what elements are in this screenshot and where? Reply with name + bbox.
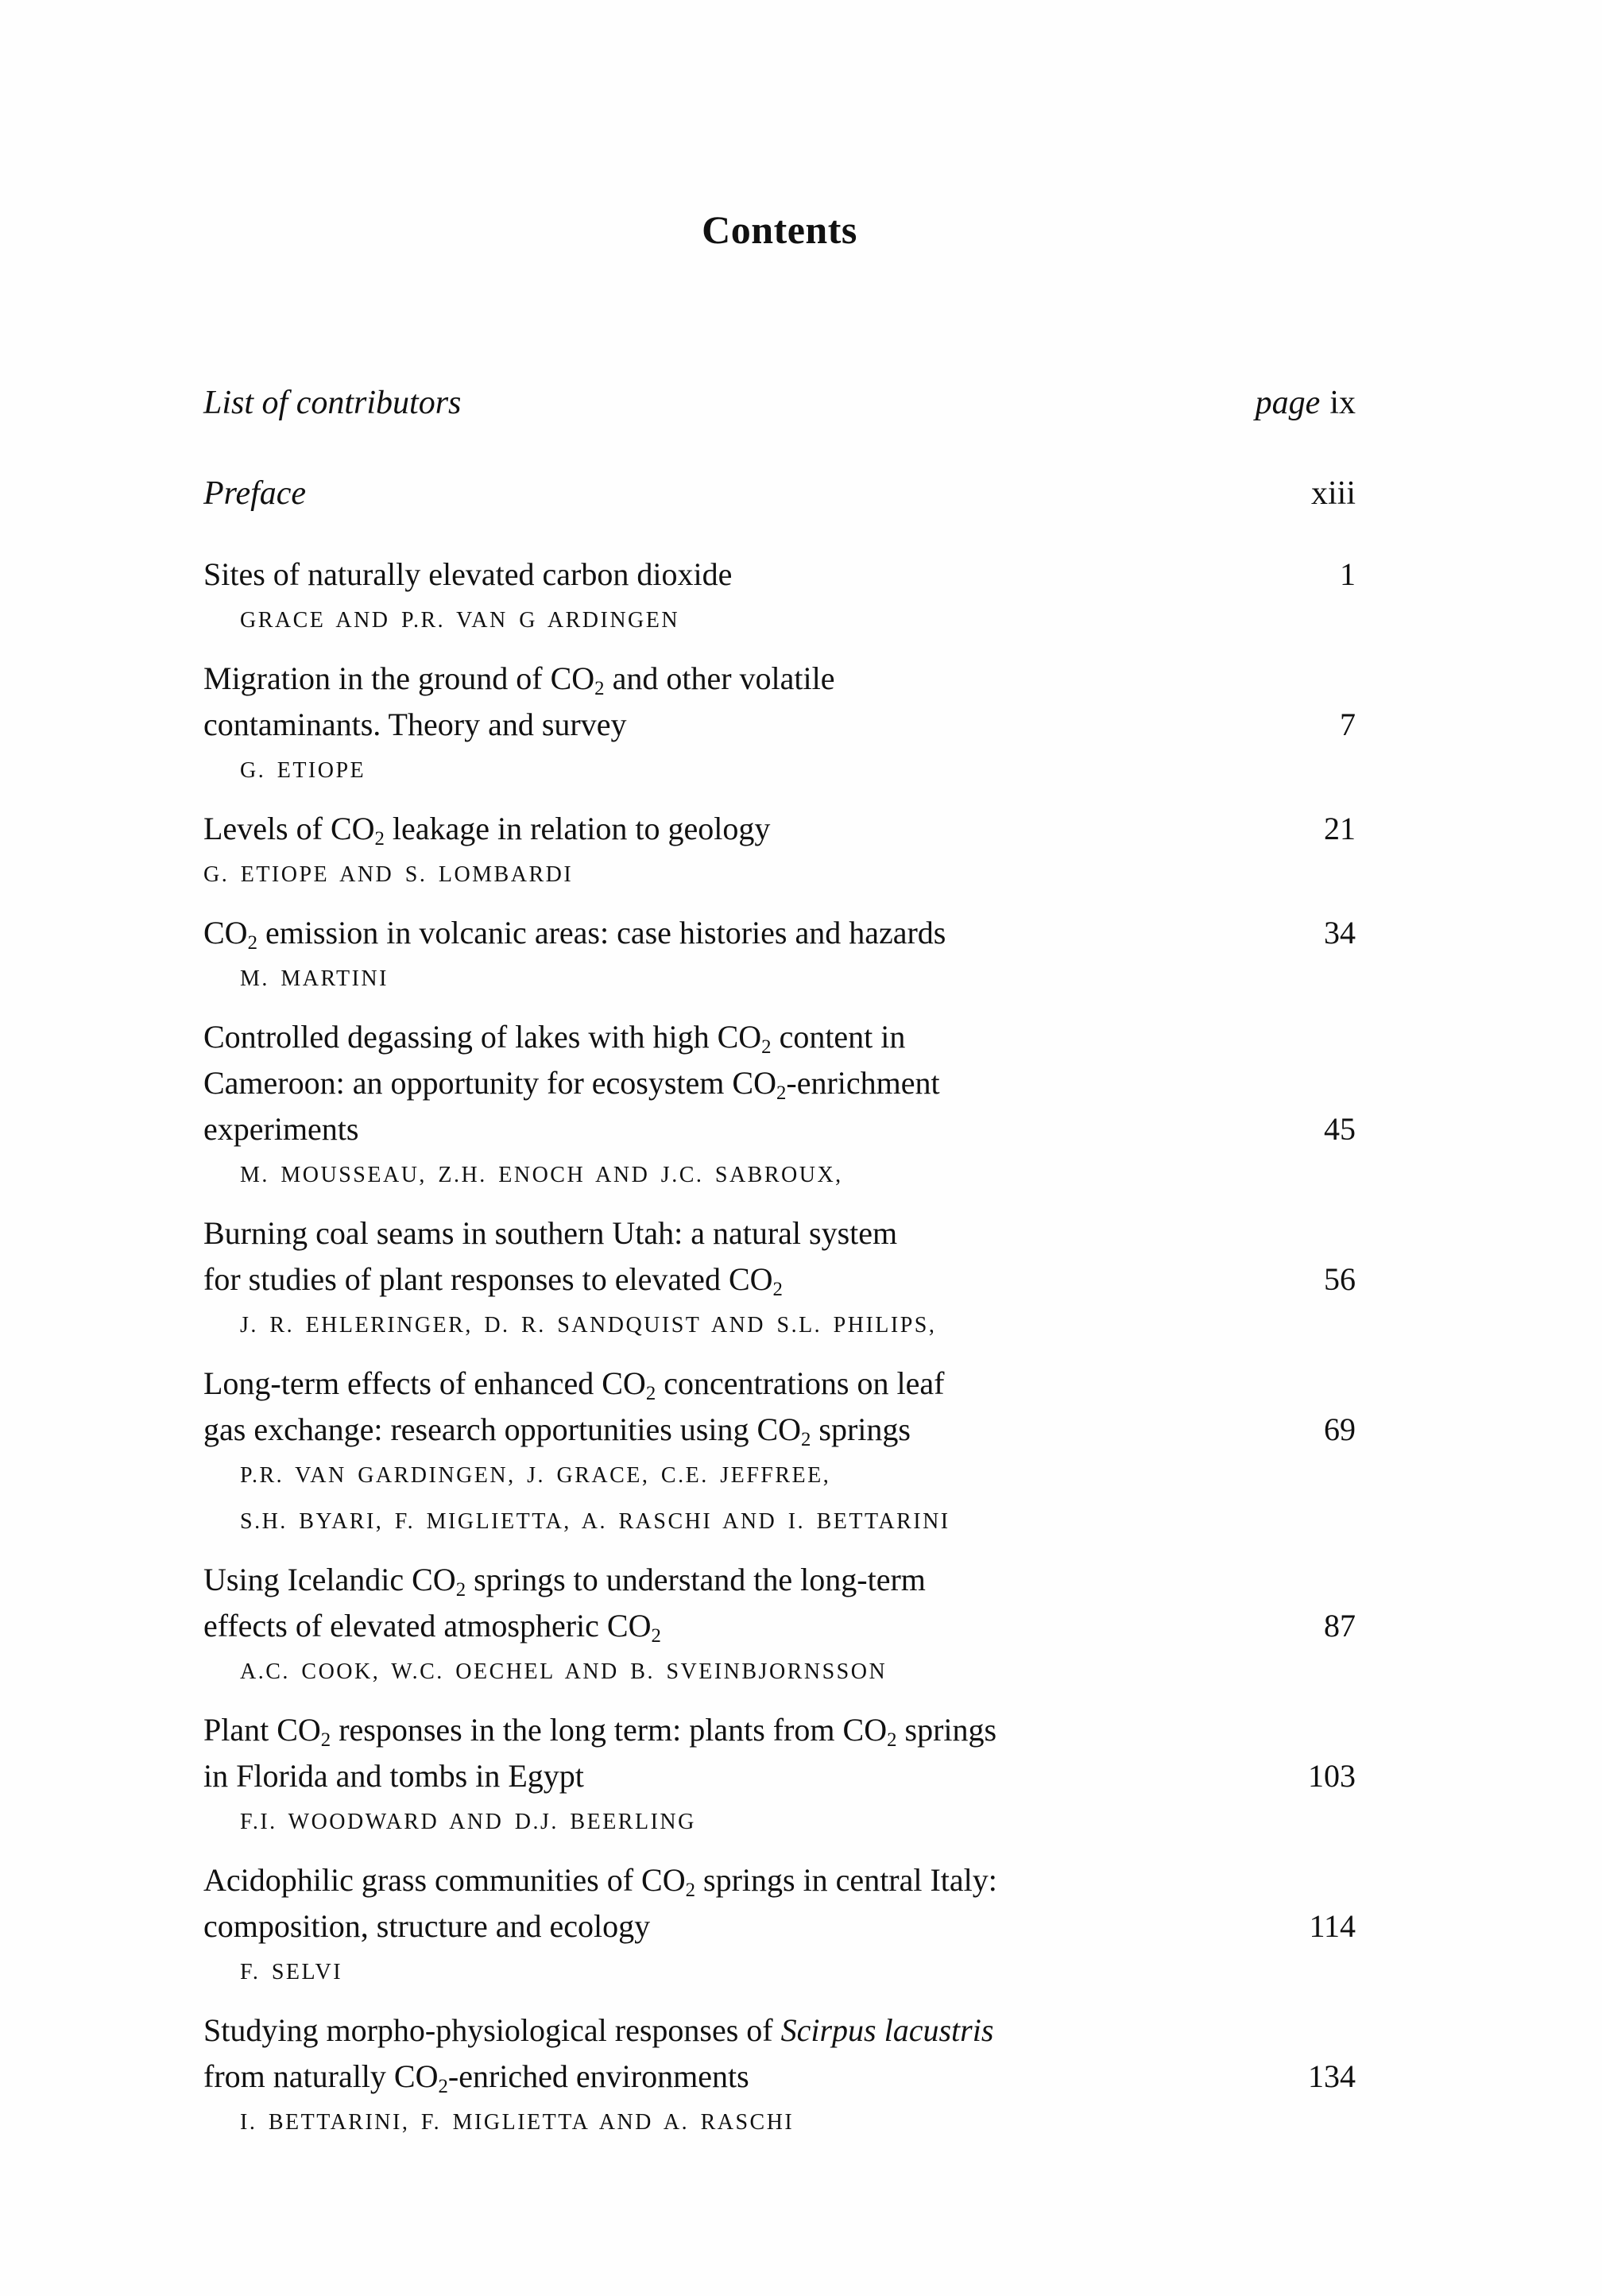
toc-author-line: G. ETIOPE bbox=[240, 758, 366, 783]
toc-entry-page-number: 34 bbox=[1324, 915, 1356, 951]
toc-entry-page-number: 45 bbox=[1324, 1111, 1356, 1147]
toc-entry-authors bbox=[240, 1649, 1356, 1695]
toc-entry bbox=[203, 1557, 1356, 1695]
toc-entry-authors bbox=[240, 1303, 1356, 1349]
subscript-digit: 2 bbox=[761, 1036, 772, 1058]
toc-entry-title-line bbox=[203, 1106, 940, 1152]
subscript-digit: 2 bbox=[645, 1382, 656, 1404]
toc-entry-title-line bbox=[203, 1256, 897, 1303]
toc-author-line: M. MOUSSEAU, Z.H. ENOCH AND J.C. SABROUX, bbox=[240, 1163, 843, 1187]
toc-entry-page-number: 7 bbox=[1340, 707, 1356, 742]
text-segment: Burning coal seams in southern Utah: a natural system bbox=[203, 1215, 898, 1251]
text-segment: gas exchange: research opportunities using CO bbox=[203, 1411, 802, 1447]
text-segment: Using Icelandic CO bbox=[203, 1562, 456, 1597]
toc-author-line: G. ETIOPE AND S. LOMBARDI bbox=[203, 862, 574, 887]
text-segment: Studying morpho-physiological responses of bbox=[203, 2012, 781, 2048]
subscript-digit: 2 bbox=[320, 1729, 331, 1751]
toc-content bbox=[203, 0, 1356, 2158]
toc-list bbox=[203, 552, 1356, 2146]
text-segment: and other volatile bbox=[604, 660, 835, 696]
toc-entry-title-line bbox=[203, 1707, 996, 1753]
subscript-digit: 2 bbox=[594, 677, 605, 699]
toc-entry-title-line bbox=[203, 1014, 940, 1060]
toc-entry-title-line bbox=[203, 2054, 993, 2100]
toc-entry-page-number: 87 bbox=[1324, 1608, 1356, 1644]
front-matter-page-ref bbox=[1311, 470, 1356, 517]
text-segment: -enrichment bbox=[786, 1065, 940, 1101]
text-segment: springs to understand the long-term bbox=[466, 1562, 926, 1597]
text-segment: springs bbox=[811, 1411, 911, 1447]
toc-entry-title bbox=[203, 910, 946, 956]
toc-entry-authors bbox=[240, 748, 1356, 794]
toc-entry-head bbox=[203, 552, 1356, 598]
text-segment: Migration in the ground of CO bbox=[203, 660, 595, 696]
toc-entry-title-line bbox=[203, 1603, 926, 1649]
toc-author-line: F. SELVI bbox=[240, 1960, 343, 1984]
toc-entry-title-line bbox=[203, 2008, 993, 2054]
toc-entry-page-number: 114 bbox=[1309, 1908, 1356, 1944]
toc-author-line: P.R. VAN GARDINGEN, J. GRACE, C.E. JEFFREE, bbox=[240, 1463, 831, 1488]
toc-entry-page-number: 56 bbox=[1324, 1261, 1356, 1297]
subscript-digit: 2 bbox=[247, 931, 257, 954]
toc-entry bbox=[203, 2008, 1356, 2146]
toc-entry-title-line bbox=[203, 1060, 940, 1106]
subscript-digit: 2 bbox=[801, 1428, 811, 1450]
front-matter-label: Preface bbox=[203, 475, 307, 512]
toc-entry-page-number: 21 bbox=[1324, 811, 1356, 846]
toc-entry-page-number: 103 bbox=[1308, 1758, 1356, 1794]
toc-entry bbox=[203, 1857, 1356, 1996]
toc-entry bbox=[203, 1014, 1356, 1198]
toc-entry-page-number: 69 bbox=[1324, 1411, 1356, 1447]
subscript-digit: 2 bbox=[772, 1278, 783, 1300]
toc-entry bbox=[203, 806, 1356, 898]
subscript-digit: 2 bbox=[685, 1879, 695, 1901]
italic-text: Scirpus lacustris bbox=[780, 2012, 994, 2048]
toc-entry-head bbox=[203, 1210, 1356, 1303]
toc-entry-title-line bbox=[203, 1753, 996, 1799]
toc-entry-title-line bbox=[203, 1361, 944, 1407]
front-matter-page-number: ix bbox=[1329, 385, 1356, 421]
subscript-digit: 2 bbox=[374, 827, 385, 850]
text-segment: in Florida and tombs in Egypt bbox=[203, 1758, 584, 1794]
text-segment: Levels of CO bbox=[203, 811, 375, 846]
toc-entry-title-line bbox=[203, 910, 946, 956]
text-segment: Acidophilic grass communities of CO bbox=[203, 1862, 686, 1898]
toc-entry-head bbox=[203, 1707, 1356, 1799]
toc-entry-title-line bbox=[203, 1857, 997, 1903]
front-matter-row-preface bbox=[203, 470, 1356, 517]
text-segment: Cameroon: an opportunity for ecosystem CO bbox=[203, 1065, 776, 1101]
toc-entry-head bbox=[203, 656, 1356, 748]
toc-entry-authors bbox=[240, 1799, 1356, 1845]
text-segment: concentrations on leaf bbox=[656, 1365, 945, 1401]
text-segment: springs in central Italy: bbox=[695, 1862, 997, 1898]
toc-entry-title-line bbox=[203, 1407, 944, 1453]
text-segment: effects of elevated atmospheric CO bbox=[203, 1608, 652, 1644]
text-segment: composition, structure and ecology bbox=[203, 1908, 651, 1944]
toc-entry-authors bbox=[240, 1453, 1356, 1545]
toc-author-line: GRACE AND P.R. VAN G ARDINGEN bbox=[240, 608, 680, 633]
page-word: page bbox=[1255, 385, 1321, 421]
toc-entry-page-number: 134 bbox=[1308, 2058, 1356, 2094]
text-segment: emission in volcanic areas: case histories and hazards bbox=[257, 915, 946, 951]
text-segment: responses in the long term: plants from CO bbox=[331, 1712, 888, 1748]
text-segment: contaminants. Theory and survey bbox=[203, 707, 627, 742]
toc-entry-authors bbox=[240, 2100, 1356, 2146]
toc-entry-head bbox=[203, 806, 1356, 852]
toc-entry-title bbox=[203, 806, 770, 852]
toc-entry-title-line bbox=[203, 806, 770, 852]
toc-entry-title-line bbox=[203, 1210, 897, 1256]
toc-entry-head bbox=[203, 2008, 1356, 2100]
toc-author-line: S.H. BYARI, F. MIGLIETTA, A. RASCHI AND I. BETTARINI bbox=[240, 1509, 950, 1534]
toc-entry bbox=[203, 552, 1356, 644]
subscript-digit: 2 bbox=[455, 1578, 466, 1601]
toc-author-line: M. MARTINI bbox=[240, 966, 389, 991]
toc-entry-title-line bbox=[203, 656, 834, 702]
front-matter-row-contributors bbox=[203, 380, 1356, 426]
toc-entry-title-line bbox=[203, 1903, 997, 1949]
text-segment: from naturally CO bbox=[203, 2058, 439, 2094]
front-matter-page-ref bbox=[1256, 380, 1356, 426]
text-segment: leakage in relation to geology bbox=[384, 811, 771, 846]
toc-entry-authors bbox=[203, 852, 1356, 898]
front-matter-list bbox=[203, 380, 1356, 517]
page-title: Contents bbox=[702, 207, 857, 252]
toc-entry-title bbox=[203, 1857, 997, 1949]
toc-entry bbox=[203, 1210, 1356, 1349]
text-segment: CO bbox=[203, 915, 248, 951]
toc-entry-authors bbox=[240, 598, 1356, 644]
text-segment: for studies of plant responses to elevated CO bbox=[203, 1261, 773, 1297]
toc-entry bbox=[203, 1707, 1356, 1845]
text-segment: Long-term effects of enhanced CO bbox=[203, 1365, 646, 1401]
toc-entry-title-line bbox=[203, 702, 834, 748]
toc-author-line: F.I. WOODWARD AND D.J. BEERLING bbox=[240, 1810, 696, 1834]
text-segment: content in bbox=[771, 1019, 906, 1055]
text-segment: Controlled degassing of lakes with high CO bbox=[203, 1019, 762, 1055]
toc-entry-head bbox=[203, 1557, 1356, 1649]
toc-author-line: A.C. COOK, W.C. OECHEL AND B. SVEINBJORNSSON bbox=[240, 1659, 888, 1684]
toc-entry-title-line bbox=[203, 1557, 926, 1603]
toc-entry bbox=[203, 1361, 1356, 1545]
toc-entry-head bbox=[203, 1857, 1356, 1949]
toc-entry-title bbox=[203, 1557, 926, 1649]
subscript-digit: 2 bbox=[651, 1624, 661, 1647]
toc-entry-title bbox=[203, 656, 834, 748]
text-segment: -enriched environments bbox=[447, 2058, 749, 2094]
subscript-digit: 2 bbox=[776, 1082, 787, 1104]
text-segment: springs bbox=[896, 1712, 997, 1748]
toc-entry-title bbox=[203, 1361, 944, 1453]
front-matter-page-number: xiii bbox=[1310, 475, 1356, 512]
toc-entry-head bbox=[203, 1361, 1356, 1453]
toc-entry-title-line bbox=[203, 552, 732, 598]
front-matter-label: List of contributors bbox=[203, 385, 462, 421]
toc-entry-title bbox=[203, 552, 732, 598]
text-segment: experiments bbox=[203, 1111, 359, 1147]
toc-entry bbox=[203, 656, 1356, 794]
text-segment: Plant CO bbox=[203, 1712, 321, 1748]
subscript-digit: 2 bbox=[438, 2075, 448, 2097]
toc-author-line: J. R. EHLERINGER, D. R. SANDQUIST AND S.L. PHILIPS, bbox=[240, 1313, 937, 1338]
toc-entry-head bbox=[203, 910, 1356, 956]
subscript-digit: 2 bbox=[887, 1729, 897, 1751]
toc-entry-authors bbox=[240, 1152, 1356, 1198]
toc-entry-authors bbox=[240, 956, 1356, 1002]
toc-entry bbox=[203, 910, 1356, 1002]
toc-author-line: I. BETTARINI, F. MIGLIETTA AND A. RASCHI bbox=[240, 2110, 795, 2135]
toc-entry-title bbox=[203, 1707, 996, 1799]
toc-entry-title bbox=[203, 2008, 993, 2100]
toc-entry-page-number: 1 bbox=[1340, 556, 1356, 592]
toc-entry-title bbox=[203, 1014, 940, 1152]
text-segment: Sites of naturally elevated carbon dioxide bbox=[203, 556, 733, 592]
toc-entry-head bbox=[203, 1014, 1356, 1152]
toc-entry-authors bbox=[240, 1949, 1356, 1996]
toc-entry-title bbox=[203, 1210, 897, 1303]
